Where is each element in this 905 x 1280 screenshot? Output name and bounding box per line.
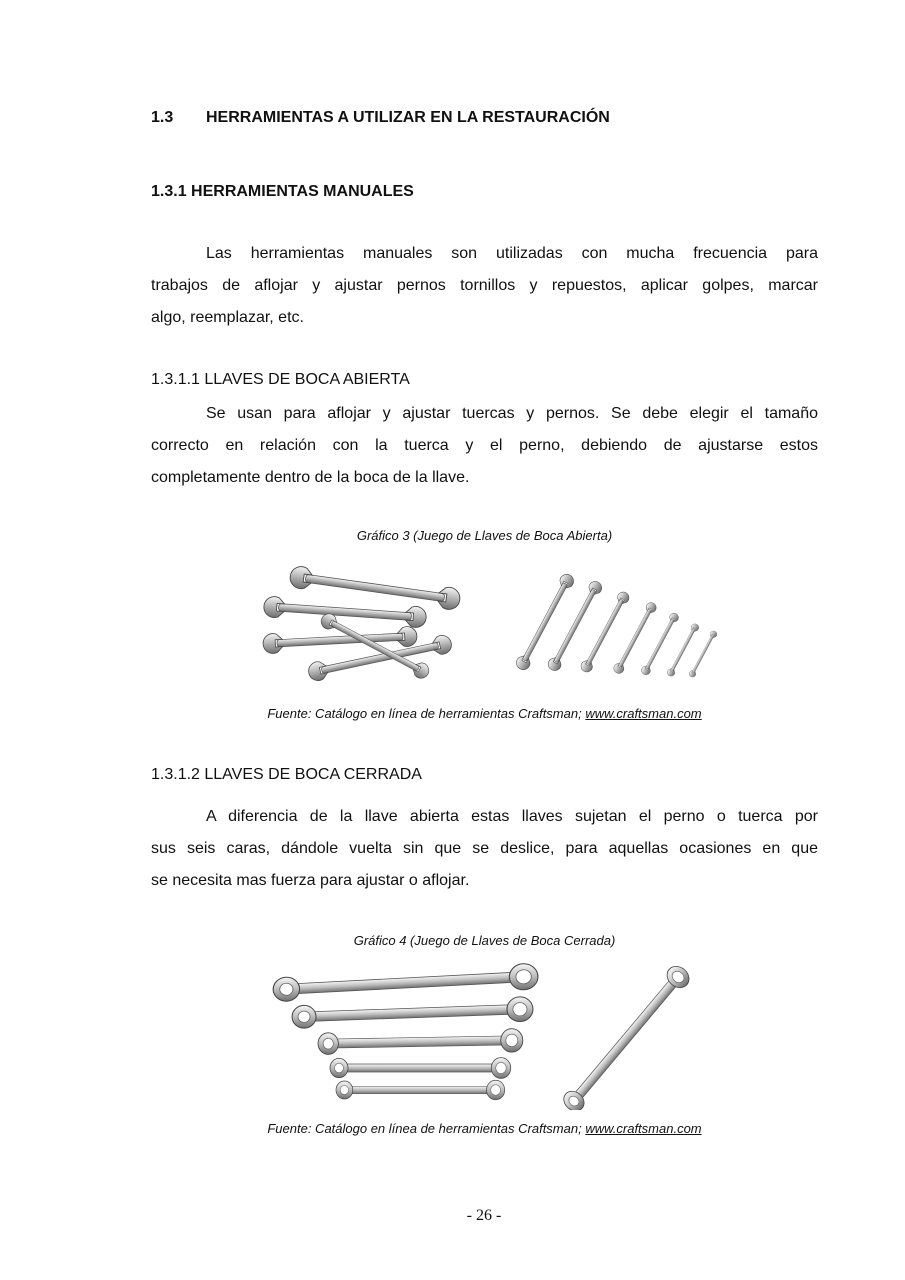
box-end-heading: 1.3.1.2 LLAVES DE BOCA CERRADA [151,766,422,783]
box-end-wrench-5 [336,1080,505,1100]
intro-paragraph [151,238,818,334]
figure-3-source-text: Fuente: Catálogo en línea de herramientas Craftsman; [267,706,586,721]
box-end-wrench-1 [273,963,539,1003]
open-end-heading: 1.3.1.1 LLAVES DE BOCA ABIERTA [151,371,410,388]
figure-4-source-text: Fuente: Catálogo en línea de herramientas Craftsman; [267,1121,586,1136]
open-end-paragraph [151,398,818,494]
figure-3-source [151,706,818,721]
page-number: - 26 - [466,1207,502,1224]
open-end-line-2: correcto en relación con la tuerca y el perno, debiendo de ajustarse estos [151,437,818,454]
open-end-line-3: completamente dentro de la boca de la llave. [151,469,470,486]
open-end-wrench-1 [289,565,462,611]
open-end-wrench-2 [263,596,427,628]
box-end-wrench-4 [330,1058,511,1079]
box-end-paragraph [151,801,818,897]
open-end-line-1: Se usan para aflojar y ajustar tuercas y pernos. Se debe elegir el tamaño [206,405,818,422]
intro-line-1: Las herramientas manuales son utilizadas con mucha frecuencia para [206,245,818,262]
box-end-wrench-2 [292,996,534,1029]
box-end-line-3: se necesita mas fuerza para ajustar o aflojar. [151,872,470,889]
section-title: HERRAMIENTAS A UTILIZAR EN LA RESTAURACIÓN [206,109,610,126]
open-end-wrench-12 [688,630,718,678]
box-end-wrench-6 [559,962,693,1110]
section-number: 1.3 [151,109,174,126]
open-end-wrench-7 [546,579,604,673]
intro-line-3: algo, reemplazar, etc. [151,309,304,326]
figure-4-box-end-wrenches [260,955,715,1110]
open-end-wrench-6 [514,572,576,672]
figure-3-caption: Gráfico 3 (Juego de Llaves de Boca Abierta) [356,528,613,543]
figure-4-caption: Gráfico 4 (Juego de Llaves de Boca Cerrada) [353,933,616,948]
intro-line-2: trabajos de aflojar y ajustar pernos tornillos y repuestos, aplicar golpes, marcar [151,277,818,294]
figure-3-source-link[interactable]: www.craftsman.com [585,706,702,721]
box-end-line-1: A diferencia de la llave abierta estas llaves sujetan el perno o tuerca por [206,808,818,825]
figure-4-source [151,1121,818,1136]
box-end-wrench-3 [318,1029,523,1056]
subsection-title: 1.3.1 HERRAMIENTAS MANUALES [151,183,414,200]
figure-3-open-end-wrenches [245,560,730,695]
box-end-line-2: sus seis caras, dándole vuelta sin que se deslice, para aquellas ocasiones en que [151,840,818,857]
figure-4-source-link[interactable]: www.craftsman.com [585,1121,702,1136]
